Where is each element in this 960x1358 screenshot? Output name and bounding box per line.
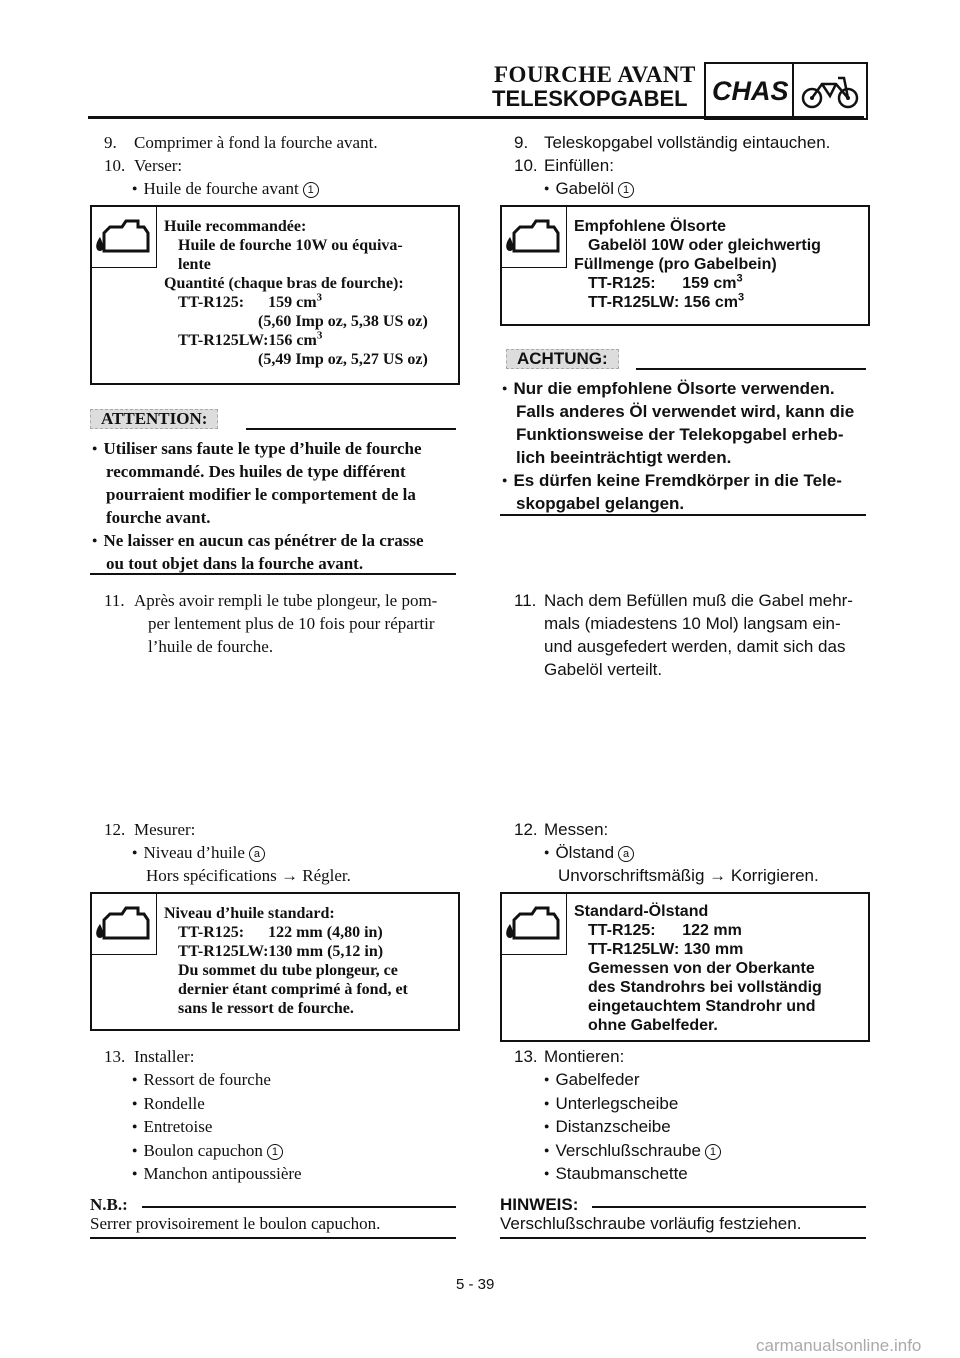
oil-can-icon: [92, 207, 157, 268]
oil-can-icon: [502, 207, 567, 268]
callout-a: a: [249, 846, 265, 862]
watermark: carmanualsonline.info: [756, 1336, 922, 1355]
de-step-13-list: ● Gabelfeder ● Unterlegscheibe ● Distanzscheibe ● Verschlußschraube 1 ● Staubmanschette: [544, 1068, 721, 1186]
de-step-10-item: ● Gabelöl 1: [544, 177, 634, 200]
callout-1: 1: [267, 1144, 283, 1160]
fr-step-13-list: ● Ressort de fourche ● Rondelle ● Entretoise ● Boulon capuchon 1 ● Manchon antipoussière: [132, 1068, 302, 1186]
de-attention-title: ACHTUNG:: [506, 349, 619, 369]
de-step-11: 11. Nach dem Befüllen muß die Gabel mehr- mals (miadestens 10 Mol) langsam ein- und ausgefedert werden, damit sich das Gabelöl verteilt.: [514, 591, 853, 679]
de-step-9: 9. Teleskopgabel vollständig eintauchen.: [514, 133, 831, 152]
fr-nb-title: N.B.:: [90, 1195, 128, 1214]
callout-1: 1: [705, 1144, 721, 1160]
fr-nb-end-rule: [90, 1237, 456, 1239]
fr-step-12: 12. Mesurer:: [104, 820, 196, 839]
fr-attention-end-rule: [90, 573, 456, 575]
callout-1: 1: [303, 182, 319, 198]
fr-nb-text: Serrer provisoirement le boulon capuchon.: [90, 1214, 381, 1233]
de-step-13: 13. Montieren:: [514, 1047, 625, 1066]
fr-step-12-note: Hors spécifications → Régler.: [146, 866, 351, 885]
de-step-12-note: Unvorschriftsmäßig → Korrigieren.: [558, 866, 819, 885]
de-spec-box-level: Standard-Ölstand TT-R125: 122 mm TT-R125LW: 130 mm Gemessen von der Oberkante des Standrohrs bei vollständig eingetauchtem Standrohr und ohne Gabelfeder.: [500, 892, 870, 1042]
fr-attention-rule: [246, 428, 456, 430]
fr-attention-title: ATTENTION:: [90, 409, 218, 429]
callout-1: 1: [618, 182, 634, 198]
fr-nb-rule: [142, 1206, 456, 1208]
fr-spec-box-oil: Huile recommandée: Huile de fourche 10W ou équiva- lente Quantité (chaque bras de fourche): TT-R125: 159 $cm^3$ (5,60 Imp oz, 5,38 US oz) TT-R125LW:156 $cm^3$ (5,49 Imp oz, 5,27 US oz): [90, 205, 460, 385]
section-badge: [704, 62, 868, 120]
header-title-de: TELESKOPGABEL: [492, 86, 688, 111]
page-number: 5 - 39: [456, 1276, 495, 1293]
oil-can-icon: [92, 894, 157, 955]
callout-a: a: [618, 846, 634, 862]
fr-step-9: 9. Comprimer à fond la fourche avant.: [104, 133, 378, 152]
section-label: CHAS: [712, 76, 789, 106]
de-hinweis-rule: [592, 1206, 866, 1208]
de-hinweis-title: HINWEIS:: [500, 1195, 579, 1214]
motorcycle-icon: [800, 72, 860, 110]
fr-spec-box-level: Niveau d’huile standard: TT-R125: 122 mm (4,80 in) TT-R125LW:130 mm (5,12 in) Du sommet du tube plongeur, ce dernier étant comprimé à fond, et sans le ressort de fourche.: [90, 892, 460, 1031]
header-rule: [88, 116, 864, 119]
fr-step-11: 11. Après avoir rempli le tube plongeur, le pom- per lentement plus de 10 fois pour répartir l’huile de fourche.: [104, 591, 438, 656]
oil-can-icon: [502, 894, 567, 955]
fr-step-10: 10. Verser:: [104, 156, 183, 175]
de-attention-end-rule: [500, 514, 866, 516]
de-attention-list: ● Nur die empfohlene Ölsorte verwenden. Falls anderes Öl verwendet wird, kann die Funktionsweise der Telekopgabel erheb- lich beeinträchtigt werden. ● Es dürfen keine Fremdkörper in die Tele- skopgabel gelangen.: [502, 377, 854, 515]
de-step-12-item: ● Ölstand a: [544, 841, 634, 864]
de-step-10: 10. Einfüllen:: [514, 156, 614, 175]
fr-step-12-item: ● Niveau d’huile a: [132, 841, 265, 864]
fr-step-13: 13. Installer:: [104, 1047, 195, 1066]
de-spec-box-oil: Empfohlene Ölsorte Gabelöl 10W oder gleichwertig Füllmenge (pro Gabelbein) TT-R125: 159 $cm^3$ TT-R125LW: 156 $cm^3$: [500, 205, 870, 326]
de-hinweis-end-rule: [500, 1237, 866, 1239]
de-attention-rule: [636, 368, 866, 370]
header-title-fr: FOURCHE AVANT: [494, 62, 696, 87]
de-hinweis-text: Verschlußschraube vorläufig festziehen.: [500, 1214, 802, 1233]
fr-attention-list: ● Utiliser sans faute le type d’huile de fourche recommandé. Des huiles de type différent pourraient modifier le comportement de la fourche avant. ● Ne laisser en aucun cas pénétrer de la crasse ou tout objet dans la fourche avant.: [92, 437, 424, 575]
de-step-12: 12. Messen:: [514, 820, 609, 839]
fr-step-10-item: ● Huile de fourche avant 1: [132, 177, 319, 200]
